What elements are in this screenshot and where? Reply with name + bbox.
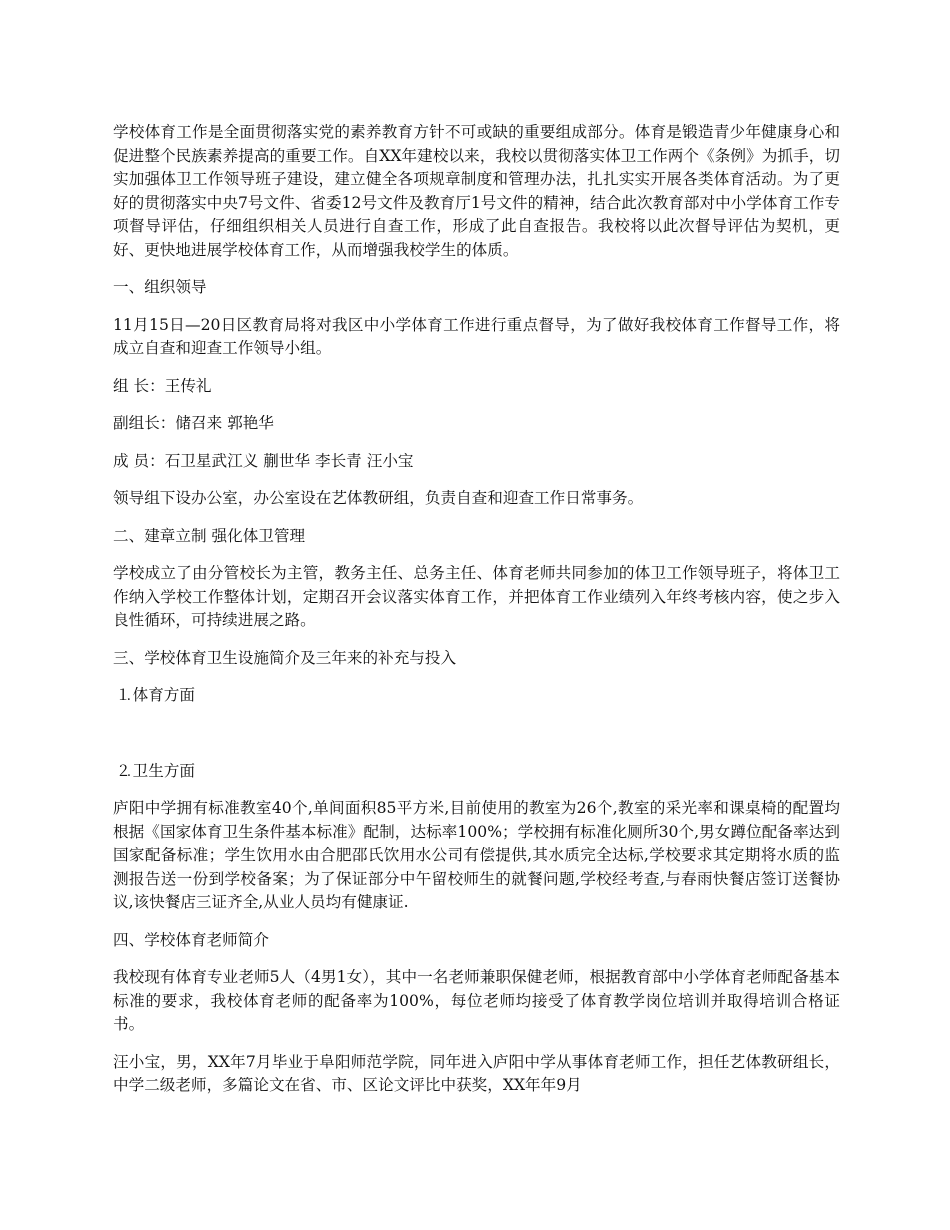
section-2-heading: 二、建章立制 强化体卫管理 — [113, 526, 306, 545]
section-4-heading: 四、学校体育老师简介 — [113, 930, 269, 949]
teacher-bio-paragraph: 汪小宝，男，XX年7月毕业于阜阳师范学院，同年进入庐阳中学从事体育老师工作，担任艺体教研组长，中学二级老师，多篇论文在省、市、区论文评比中获奖，XX年年9月 — [113, 1052, 840, 1094]
members-line: 成 员：石卫星武江义 蒯世华 李长青 汪小宝 — [113, 451, 414, 470]
office-paragraph: 领导组下设办公室，办公室设在艺体教研组，负责自查和迎查工作日常事务。 — [113, 489, 644, 507]
document-page — [113, 121, 840, 1112]
section-4-paragraph: 我校现有体育专业老师5人（4男1女），其中一名老师兼职保健老师，根据教育部中小学体育老师配备基本标准的要求，我校体育老师的配备率为100%，每位老师均接受了体育教学岗位培训并取得培训合格证书。 — [113, 968, 840, 1033]
group-leader-line: 组 长：王传礼 — [113, 376, 212, 395]
section-1-paragraph: 11月15日—20日区教育局将对我区中小学体育工作进行重点督导，为了做好我校体育工作督导工作，将成立自查和迎查工作领导小组。 — [113, 315, 840, 357]
section-1-heading: 一、组织领导 — [113, 278, 207, 296]
subsection-hygiene: ⒉卫生方面 — [117, 761, 195, 780]
section-3-heading: 三、学校体育卫生设施简介及三年来的补充与投入 — [113, 648, 457, 667]
deputy-leader-line: 副组长：储召来 郭艳华 — [113, 414, 274, 432]
section-2-paragraph: 学校成立了由分管校长为主管，教务主任、总务主任、体育老师共同参加的体卫工作领导班子，将体卫工作纳入学校工作整体计划，定期召开会议落实体育工作，并把体育工作业绩列入年终考核内容，使之步入良性循环，可持续进展之路。 — [113, 564, 840, 629]
section-3-paragraph: 庐阳中学拥有标准教室40个,单间面积85平方米,目前使用的教室为26个,教室的采光率和课桌椅的配置均根据《国家体育卫生条件基本标准》配制，达标率100%；学校拥有标准化厕所30个,男女蹲位配备率达到国家配备标准；学生饮用水由合肥邵氏饮用水公司有偿提供,其水质完全达标,学校要求其定期将水质的监测报告送一份到学校备案；为了保证部分中午留校师生的就餐问题,学校经考查,与春雨快餐店签订送餐协议,该快餐店三证齐全,从业人员均有健康证. — [113, 799, 840, 911]
subsection-sports: ⒈体育方面 — [117, 686, 195, 704]
blank-gap — [113, 722, 840, 760]
intro-paragraph: 学校体育工作是全面贯彻落实党的素养教育方针不可或缺的重要组成部分。体育是锻造青少年健康身心和促进整个民族素养提高的重要工作。自XX年建校以来，我校以贯彻落实体卫工作两个《条例》为抓手，切实加强体卫工作领导班子建设，建立健全各项规章制度和管理办法，扎扎实实开展各类体育活动。为了更好的贯彻落实中央7号文件、省委12号文件及教育厅1号文件的精神，结合此次教育部对中小学体育工作专项督导评估，仔细组织相关人员进行自查工作，形成了此自查报告。我校将以此次督导评估为契机，更好、更快地进展学校体育工作，从而增强我校学生的体质。 — [113, 123, 840, 259]
